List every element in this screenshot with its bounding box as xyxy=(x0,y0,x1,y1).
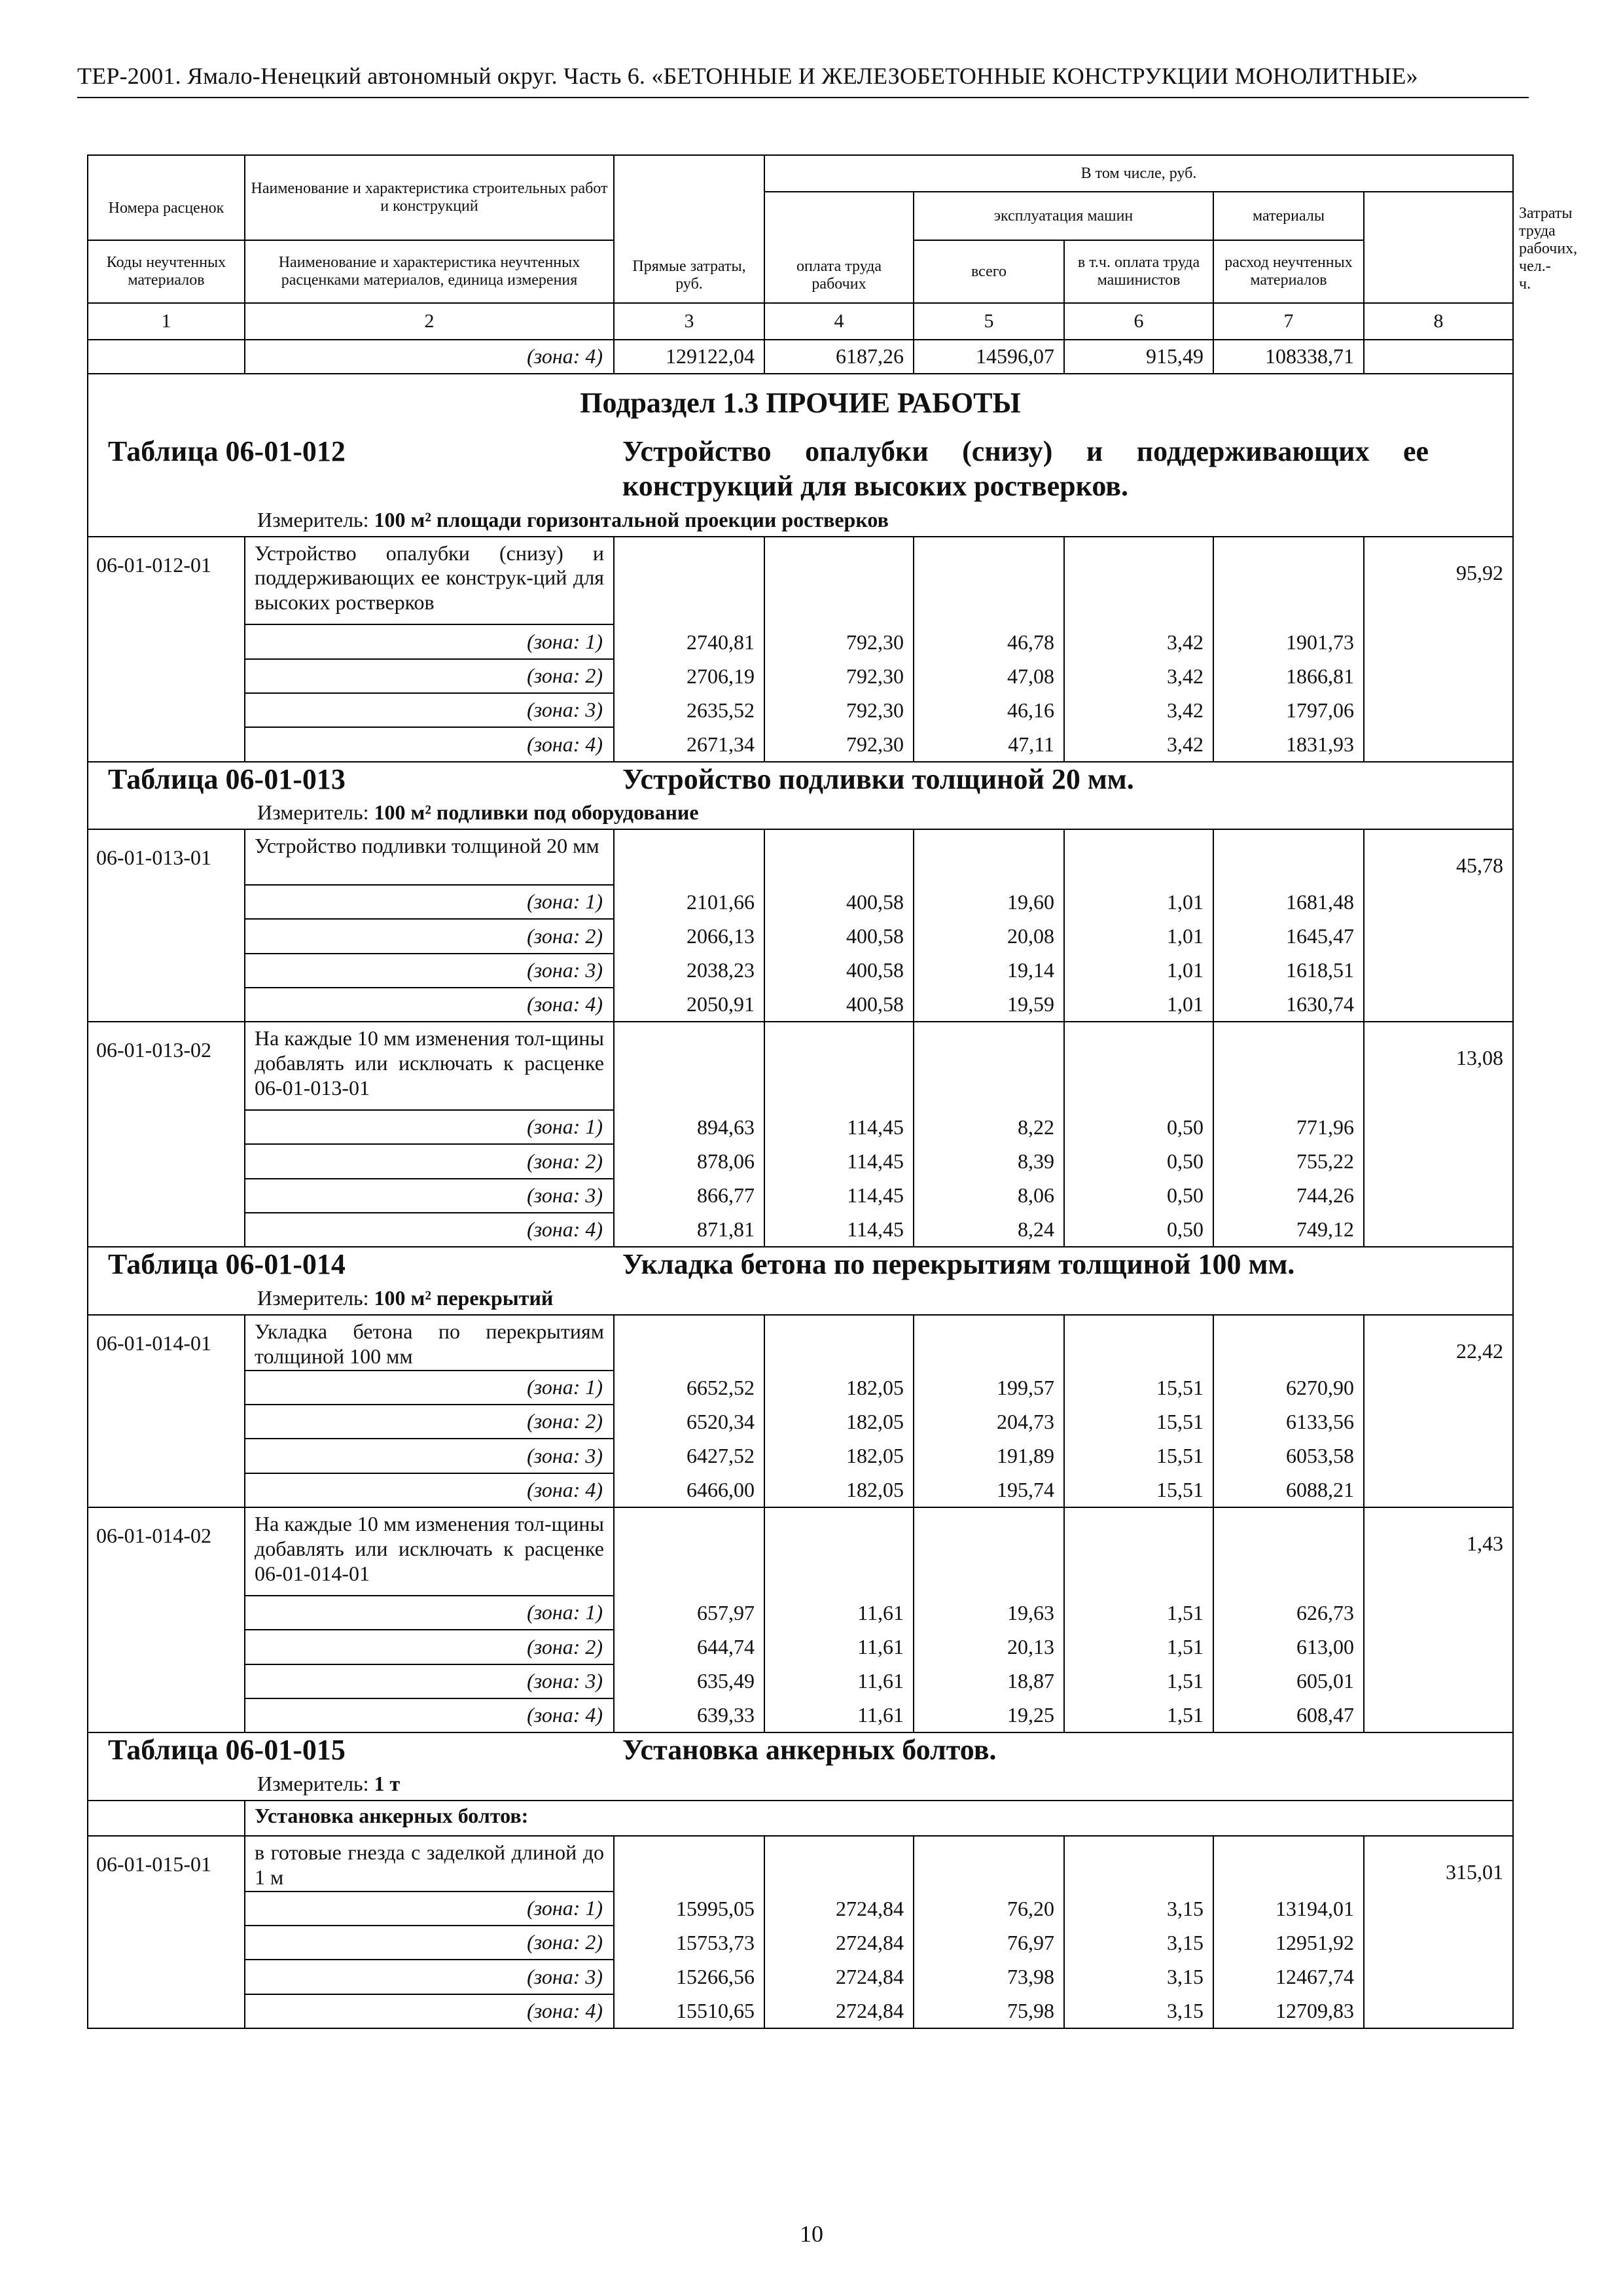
labor-pay: 114,45 xyxy=(847,1217,904,1242)
machines-total: 191,89 xyxy=(997,1444,1054,1468)
measure-line xyxy=(257,504,1512,536)
table-heading xyxy=(88,762,1512,797)
value-column xyxy=(614,1315,764,1507)
zone-label: (зона: 3) xyxy=(245,1179,614,1213)
zone-label: (зона: 3) xyxy=(245,693,614,727)
value-column xyxy=(1213,829,1364,1022)
zone-label: (зона: 4) xyxy=(245,988,614,1022)
machines-total: 20,08 xyxy=(1007,924,1054,948)
machinist-pay: 3,15 xyxy=(1167,1930,1204,1954)
rate-code: 06-01-012-01 xyxy=(88,537,245,762)
materials-cost: 13194,01 xyxy=(1275,1896,1354,1920)
column-number: 3 xyxy=(614,303,764,340)
header-machines: эксплуатация машин xyxy=(914,192,1213,240)
direct-cost: 871,81 xyxy=(697,1217,755,1242)
measure-unit: 100 м² перекрытий xyxy=(374,1286,554,1310)
table-heading xyxy=(88,1247,1512,1282)
machines-total: 199,57 xyxy=(997,1376,1054,1400)
table-number: Таблица 06-01-014 xyxy=(108,1248,346,1281)
direct-cost: 644,74 xyxy=(697,1635,755,1659)
machines-total: 76,20 xyxy=(1007,1896,1054,1920)
table-number: Таблица 06-01-012 xyxy=(108,435,346,467)
direct-cost: 2038,23 xyxy=(687,958,755,982)
header-col2-top: Наименование и характеристика строительных работ и конструкций xyxy=(245,155,614,240)
machinist-pay: 3,15 xyxy=(1167,1998,1204,2022)
header-including: В том числе, руб. xyxy=(764,155,1513,192)
rate-code: 06-01-014-02 xyxy=(88,1507,245,1732)
value-column xyxy=(914,829,1064,1022)
table-section-row xyxy=(88,1247,1513,1315)
direct-cost: 878,06 xyxy=(697,1149,755,1174)
table-section xyxy=(88,762,1513,830)
materials-cost: 1901,73 xyxy=(1286,630,1354,654)
column-number: 1 xyxy=(88,303,245,340)
empty-cell xyxy=(88,340,245,374)
direct-cost: 2101,66 xyxy=(687,890,755,914)
machinist-pay: 1,01 xyxy=(1167,890,1204,914)
table-name: Укладка бетона по перекрытиям толщиной 100 мм. xyxy=(622,1248,1295,1281)
value-column xyxy=(1064,1836,1213,2028)
table-section xyxy=(88,374,1513,537)
materials-cost: 6270,90 xyxy=(1286,1376,1354,1400)
direct-cost: 15995,05 xyxy=(676,1896,755,1920)
machines-total: 73,98 xyxy=(1007,1964,1054,1988)
materials-cost: 6088,21 xyxy=(1286,1478,1354,1502)
value-column xyxy=(914,1836,1064,2028)
machinist-pay: 0,50 xyxy=(1167,1115,1204,1139)
zone-label: (зона: 1) xyxy=(245,1892,614,1926)
materials-cost: 1797,06 xyxy=(1286,698,1354,722)
zone-label: (зона: 1) xyxy=(245,885,614,919)
table-section xyxy=(88,1732,1513,1801)
table-section xyxy=(88,1247,1513,1315)
column-number: 5 xyxy=(914,303,1064,340)
zone-label: (зона: 4) xyxy=(245,1698,614,1732)
labor-pay: 792,30 xyxy=(846,630,904,654)
rate-description: На каждые 10 мм изменения тол-щины добавлять или исключать к расценке 06-01-014-01 xyxy=(245,1507,614,1596)
header-col5: всего xyxy=(914,240,1064,303)
direct-cost: 15510,65 xyxy=(676,1998,755,2022)
machinist-pay: 15,51 xyxy=(1156,1410,1204,1434)
subsection-title: Подраздел 1.3 ПРОЧИЕ РАБОТЫ xyxy=(580,387,1021,419)
machinist-pay: 1,01 xyxy=(1167,958,1204,982)
header-col7: расход неучтенных материалов xyxy=(1213,240,1364,303)
machines-total: 204,73 xyxy=(997,1410,1054,1434)
machines-total: 47,11 xyxy=(1008,732,1054,756)
rate-description: Устройство подливки толщиной 20 мм xyxy=(245,829,614,885)
machines-total: 19,25 xyxy=(1007,1703,1054,1727)
direct-cost: 639,33 xyxy=(697,1703,755,1727)
rate-description: Укладка бетона по перекрытиям толщиной 100 мм xyxy=(245,1315,614,1371)
rate-description: На каждые 10 мм изменения тол-щины добавлять или исключать к расценке 06-01-013-01 xyxy=(245,1022,614,1110)
direct-cost: 2671,34 xyxy=(687,732,755,756)
header-col6: в т.ч. оплата труда машинистов xyxy=(1064,240,1213,303)
machines-total: 8,06 xyxy=(1018,1183,1054,1208)
column-number-row xyxy=(88,303,1513,340)
labor-pay: 114,45 xyxy=(847,1183,904,1208)
materials-cost: 6133,56 xyxy=(1286,1410,1354,1434)
rate-table: Номера расценок Наименование и характеристика строительных работ и конструкций Прямые затраты, руб. В том числе, руб. Затраты труда рабочих, чел.-ч. оплата труда рабочих эксплуатация машин материалы Коды неучтенных материалов Наименование и характеристика неучтенных расценками материалов, единица измерения всего в т.ч. оплата труда машинистов расход неучтенных материалов 1 2 3 4 5 6 7 8 (зона: 4) 129122,04 6187,26 14596,07 915,49 108338,71 Подраздел 1.3 ПРОЧИЕ РАБОТЫ Таблица 06-01-012 Устройство опалубки (снизу) и поддерживающих ее конструкций для высоких ростверков. Измеритель: 100 м² площади горизонтальной проекции ростверков 06-01-012-01 Устройство опалубки (снизу) и поддерживающих ее конструк-ций для высоких ростверков 2740,81 2706,19 2635,52 2671,34 792,30 792,30 792,30 792,30 46,78 47,08 46,16 47,11 3,42 3,42 3,42 3,42 1901,73 1866,81 1797,06 1831,93 95,92 (зона: 1) (зона: 2) (зона: 3) (зона: 4) Таблица 06-01-013 Устройство подливки толщиной 20 мм. Измеритель: 100 м² подливки под оборудование 06-01-013-01 Устройство подливки толщиной 20 мм 2101,66 2066,13 2038,23 2050,91 400,58 400,58 400,58 400,58 19,60 20,08 19,14 19,59 1,01 1,01 1,01 1,01 1681,48 1645,47 1618,51 1630,74 45,78 (зона: 1) (зона: 2) (зона: 3) (зона: 4) 06-01-013-02 На каждые 10 мм изменения тол-щины добавлять или исключать к расценке 06-01-013-01 894,63 878,06 866,77 871,81 114,45 114,45 114,45 114,45 8,22 8,39 8,06 8,24 0,50 0,50 0,50 0,50 771,96 755,22 744,26 749,12 13,08 (зона: 1) (зона: 2) (зона: 3) (зона: 4) Таблица 06-01-014 Укладка бетона по перекрытиям толщиной 100 мм. Измеритель: 100 м² перекрытий 06-01-014-01 Укладка бетона по перекрытиям толщиной 100 мм 6652,52 6520,34 6427,52 6466,00 182,05 182,05 182,05 182,05 199,57 204,73 191,89 195,74 15,51 15,51 15,51 15,51 6270,90 6133,56 6053,58 6088,21 22,42 (зона: 1) (зона: 2) (зона: 3) (зона: 4) 06-01-014-02 На каждые 10 мм изменения тол-щины добавлять или исключать к расценке 06-01-014-01 657,97 644,74 635,49 639,33 11,61 11,61 11,61 11,61 19,63 20,13 18,87 19,25 1,51 1,51 1,51 1,51 626,73 613,00 605,01 608,47 1,43 (зона: 1) (зона: 2) (зона: 3) (зона: 4) Таблица 06-01-015 Установка анкерных болтов. Измеритель: 1 т Установка анкерных болтов: 06-01-015-01 в готовые гнезда с заделкой длиной до 1 м 15995,05 15753,73 15266,56 15510,65 2724,84 2724,84 2724,84 2724,84 76,20 76,97 73,98 75,98 3,15 3,15 3,15 3,15 13194,01 12951,92 12467,74 12709,83 315,01 (зона: 1) (зона: 2) (зона: 3) (зона: 4) xyxy=(87,154,1514,2029)
machines-total: 47,08 xyxy=(1007,664,1054,688)
group-subheading: Установка анкерных болтов: xyxy=(245,1801,1513,1836)
machinist-pay: 3,42 xyxy=(1167,630,1204,654)
value-column xyxy=(1213,1507,1364,1732)
measure-prefix: Измеритель: xyxy=(257,507,369,531)
table-number: Таблица 06-01-015 xyxy=(108,1734,346,1767)
zone-label: (зона: 4) xyxy=(245,727,614,761)
materials-cost: 749,12 xyxy=(1296,1217,1354,1242)
zone-label: (зона: 2) xyxy=(245,1630,614,1664)
labor-pay: 114,45 xyxy=(847,1115,904,1139)
labor-pay: 11,61 xyxy=(857,1601,904,1625)
measure-line xyxy=(257,797,1512,829)
header-col4: оплата труда рабочих xyxy=(764,192,914,303)
header-materials: материалы xyxy=(1213,192,1364,240)
zone-label: (зона: 4) xyxy=(245,1213,614,1247)
materials-cost: 12709,83 xyxy=(1275,1998,1354,2022)
machines-total: 18,87 xyxy=(1007,1669,1054,1693)
labor-hours: 1,43 xyxy=(1364,1507,1513,1732)
machinist-pay: 1,01 xyxy=(1167,924,1204,948)
header-col2-bottom: Наименование и характеристика неучтенных расценками материалов, единица измерения xyxy=(245,240,614,303)
machinist-pay: 1,51 xyxy=(1167,1635,1204,1659)
machinist-pay: 15,51 xyxy=(1156,1444,1204,1468)
zone-label: (зона: 1) xyxy=(245,624,614,658)
value-column xyxy=(764,1836,914,2028)
measure-line xyxy=(257,1282,1512,1314)
rate-row xyxy=(88,1315,1513,1371)
value-column xyxy=(1213,1315,1364,1507)
labor-pay: 182,05 xyxy=(846,1376,904,1400)
machinist-pay: 0,50 xyxy=(1167,1217,1204,1242)
zone-label: (зона: 2) xyxy=(245,659,614,693)
labor-hours: 95,92 xyxy=(1364,537,1513,762)
machinist-pay: 0,50 xyxy=(1167,1183,1204,1208)
labor-pay: 2724,84 xyxy=(836,1964,904,1988)
running-header: ТЕР-2001. Ямало-Ненецкий автономный округ. Часть 6. «БЕТОННЫЕ И ЖЕЛЕЗОБЕТОННЫЕ КОНСТРУКЦИИ МОНОЛИТНЫЕ» xyxy=(77,64,1529,98)
table-heading xyxy=(88,435,1512,504)
materials-cost: 6053,58 xyxy=(1286,1444,1354,1468)
value-column xyxy=(764,1507,914,1732)
rate-code: 06-01-013-01 xyxy=(88,829,245,1022)
table-name: Устройство опалубки (снизу) и поддерживающих ее конструкций для высоких ростверков. xyxy=(622,435,1429,502)
machinist-pay: 3,15 xyxy=(1167,1896,1204,1920)
machines-total: 19,63 xyxy=(1007,1601,1054,1625)
value-column xyxy=(1213,1022,1364,1247)
zone-label: (зона: 4) xyxy=(245,1994,614,2028)
measure-prefix: Измеритель: xyxy=(257,800,369,825)
column-number: 4 xyxy=(764,303,914,340)
direct-cost: 2050,91 xyxy=(687,992,755,1016)
machinist-pay: 1,01 xyxy=(1167,992,1204,1016)
zone-label: (зона: 2) xyxy=(245,1926,614,1960)
value-column xyxy=(914,1315,1064,1507)
machines-total: 195,74 xyxy=(997,1478,1054,1502)
value-column xyxy=(1064,1022,1213,1247)
zone-label: (зона: 2) xyxy=(245,919,614,953)
rate-code: 06-01-014-01 xyxy=(88,1315,245,1507)
rate-description: Устройство опалубки (снизу) и поддерживающих ее конструк-ций для высоких ростверков xyxy=(245,537,614,625)
materials-cost: 1645,47 xyxy=(1286,924,1354,948)
materials-cost: 1618,51 xyxy=(1286,958,1354,982)
zone-label: (зона: 3) xyxy=(245,1664,614,1698)
direct-cost: 6520,34 xyxy=(687,1410,755,1434)
rate-code: 06-01-013-02 xyxy=(88,1022,245,1247)
measure-prefix: Измеритель: xyxy=(257,1771,369,1795)
zone-label: (зона: 3) xyxy=(245,1439,614,1473)
value-column xyxy=(1213,1836,1364,2028)
column-number: 2 xyxy=(245,303,614,340)
machines-total: 46,78 xyxy=(1007,630,1054,654)
carryover-row xyxy=(88,340,1513,374)
value-column xyxy=(764,1315,914,1507)
value-column xyxy=(914,1507,1064,1732)
labor-pay: 400,58 xyxy=(846,890,904,914)
materials-cost: 1681,48 xyxy=(1286,890,1354,914)
machinist-pay: 3,42 xyxy=(1167,698,1204,722)
page-number: 10 xyxy=(800,2221,823,2247)
rate-row xyxy=(88,1836,1513,1892)
rate-description: в готовые гнезда с заделкой длиной до 1 м xyxy=(245,1836,614,1892)
value-column xyxy=(1213,537,1364,762)
labor-pay: 11,61 xyxy=(857,1635,904,1659)
direct-cost: 2635,52 xyxy=(687,698,755,722)
rate-code: 06-01-015-01 xyxy=(88,1836,245,2028)
zone-label: (зона: 1) xyxy=(245,1371,614,1405)
value-column xyxy=(1064,829,1213,1022)
empty-cell xyxy=(88,1801,245,1836)
labor-pay: 11,61 xyxy=(857,1669,904,1693)
measure-line xyxy=(257,1768,1512,1800)
machinist-pay: 3,42 xyxy=(1167,664,1204,688)
materials-cost: 1866,81 xyxy=(1286,664,1354,688)
rate-row xyxy=(88,829,1513,885)
materials-cost: 626,73 xyxy=(1296,1601,1354,1625)
materials-cost: 12951,92 xyxy=(1275,1930,1354,1954)
direct-cost: 2740,81 xyxy=(687,630,755,654)
labor-pay: 400,58 xyxy=(846,958,904,982)
value-column xyxy=(1064,537,1213,762)
direct-cost: 2706,19 xyxy=(687,664,755,688)
rate-row xyxy=(88,1022,1513,1110)
direct-cost: 6652,52 xyxy=(687,1376,755,1400)
value-column xyxy=(914,1022,1064,1247)
direct-cost: 6466,00 xyxy=(687,1478,755,1502)
labor-pay: 792,30 xyxy=(846,732,904,756)
direct-cost: 635,49 xyxy=(697,1669,755,1693)
measure-unit: 100 м² подливки под оборудование xyxy=(374,800,699,825)
column-number: 6 xyxy=(1064,303,1213,340)
value-column xyxy=(614,1507,764,1732)
machines-total: 76,97 xyxy=(1007,1930,1054,1954)
zone-label: (зона: 1) xyxy=(245,1596,614,1630)
zone-label: (зона: 4) xyxy=(245,1473,614,1507)
materials-cost: 605,01 xyxy=(1296,1669,1354,1693)
machines-total: 75,98 xyxy=(1007,1998,1054,2022)
labor-pay: 114,45 xyxy=(847,1149,904,1174)
materials-cost: 108338,71 xyxy=(1213,340,1364,374)
measure-unit: 1 т xyxy=(374,1771,401,1795)
value-column xyxy=(914,537,1064,762)
direct-cost: 6427,52 xyxy=(687,1444,755,1468)
value-column xyxy=(614,1836,764,2028)
labor-pay: 2724,84 xyxy=(836,1998,904,2022)
zone-label: (зона: 3) xyxy=(245,1960,614,1994)
table-heading xyxy=(88,1733,1512,1768)
direct-cost: 657,97 xyxy=(697,1601,755,1625)
column-number: 7 xyxy=(1213,303,1364,340)
labor-pay: 400,58 xyxy=(846,992,904,1016)
labor-pay: 400,58 xyxy=(846,924,904,948)
machinist-pay: 0,50 xyxy=(1167,1149,1204,1174)
machines-total: 8,24 xyxy=(1018,1217,1054,1242)
zone-label: (зона: 3) xyxy=(245,954,614,988)
table-section-row xyxy=(88,374,1513,537)
materials-cost: 771,96 xyxy=(1296,1115,1354,1139)
value-column xyxy=(614,829,764,1022)
value-column xyxy=(764,537,914,762)
materials-cost: 1630,74 xyxy=(1286,992,1354,1016)
direct-cost: 894,63 xyxy=(697,1115,755,1139)
direct-cost: 129122,04 xyxy=(614,340,764,374)
labor-hours: 45,78 xyxy=(1364,829,1513,1022)
labor-pay: 182,05 xyxy=(846,1478,904,1502)
table-section-row xyxy=(88,762,1513,830)
machines-total: 14596,07 xyxy=(914,340,1064,374)
value-column xyxy=(614,1022,764,1247)
machinist-pay: 1,51 xyxy=(1167,1703,1204,1727)
machines-total: 19,14 xyxy=(1007,958,1054,982)
machinist-pay: 915,49 xyxy=(1064,340,1213,374)
labor-pay: 792,30 xyxy=(846,664,904,688)
machines-total: 46,16 xyxy=(1007,698,1054,722)
labor-hours: 22,42 xyxy=(1364,1315,1513,1507)
subheading-row xyxy=(88,1801,1513,1836)
table-number: Таблица 06-01-013 xyxy=(108,762,346,795)
value-column xyxy=(614,537,764,762)
header-col1-bottom: Коды неучтенных материалов xyxy=(88,240,245,303)
machines-total: 19,60 xyxy=(1007,890,1054,914)
materials-cost: 744,26 xyxy=(1296,1183,1354,1208)
value-column xyxy=(1064,1507,1213,1732)
rate-row xyxy=(88,1507,1513,1596)
machines-total: 8,39 xyxy=(1018,1149,1054,1174)
machinist-pay: 15,51 xyxy=(1156,1376,1204,1400)
machines-total: 20,13 xyxy=(1007,1635,1054,1659)
labor-pay: 182,05 xyxy=(846,1444,904,1468)
column-number: 8 xyxy=(1364,303,1513,340)
machinist-pay: 3,42 xyxy=(1167,732,1204,756)
machinist-pay: 1,51 xyxy=(1167,1669,1204,1693)
zone-label: (зона: 1) xyxy=(245,1110,614,1144)
materials-cost: 1831,93 xyxy=(1286,732,1354,756)
labor-pay: 182,05 xyxy=(846,1410,904,1434)
labor-pay: 6187,26 xyxy=(764,340,914,374)
zone-label: (зона: 2) xyxy=(245,1144,614,1178)
direct-cost: 866,77 xyxy=(697,1183,755,1208)
labor-hours: 315,01 xyxy=(1364,1836,1513,2028)
empty-cell xyxy=(1364,340,1513,374)
value-column xyxy=(764,1022,914,1247)
zone-label: (зона: 2) xyxy=(245,1405,614,1439)
header-col3: Прямые затраты, руб. xyxy=(614,155,764,303)
labor-hours: 13,08 xyxy=(1364,1022,1513,1247)
machinist-pay: 3,15 xyxy=(1167,1964,1204,1988)
machines-total: 19,59 xyxy=(1007,992,1054,1016)
machinist-pay: 1,51 xyxy=(1167,1601,1204,1625)
materials-cost: 608,47 xyxy=(1296,1703,1354,1727)
direct-cost: 15266,56 xyxy=(676,1964,755,1988)
value-column xyxy=(1064,1315,1213,1507)
materials-cost: 755,22 xyxy=(1296,1149,1354,1174)
labor-pay: 11,61 xyxy=(857,1703,904,1727)
materials-cost: 613,00 xyxy=(1296,1635,1354,1659)
direct-cost: 2066,13 xyxy=(687,924,755,948)
table-name: Устройство подливки толщиной 20 мм. xyxy=(622,762,1134,795)
zone-label: (зона: 4) xyxy=(245,340,614,374)
materials-cost: 12467,74 xyxy=(1275,1964,1354,1988)
machines-total: 8,22 xyxy=(1018,1115,1054,1139)
labor-pay: 792,30 xyxy=(846,698,904,722)
labor-pay: 2724,84 xyxy=(836,1930,904,1954)
measure-prefix: Измеритель: xyxy=(257,1286,369,1310)
direct-cost: 15753,73 xyxy=(676,1930,755,1954)
value-column xyxy=(764,829,914,1022)
measure-unit: 100 м² площади горизонтальной проекции ростверков xyxy=(374,507,889,531)
header-col1-top: Номера расценок xyxy=(88,155,245,240)
table-section-row xyxy=(88,1732,1513,1801)
rate-row xyxy=(88,537,1513,625)
labor-pay: 2724,84 xyxy=(836,1896,904,1920)
table-name: Установка анкерных болтов. xyxy=(622,1734,997,1767)
machinist-pay: 15,51 xyxy=(1156,1478,1204,1502)
